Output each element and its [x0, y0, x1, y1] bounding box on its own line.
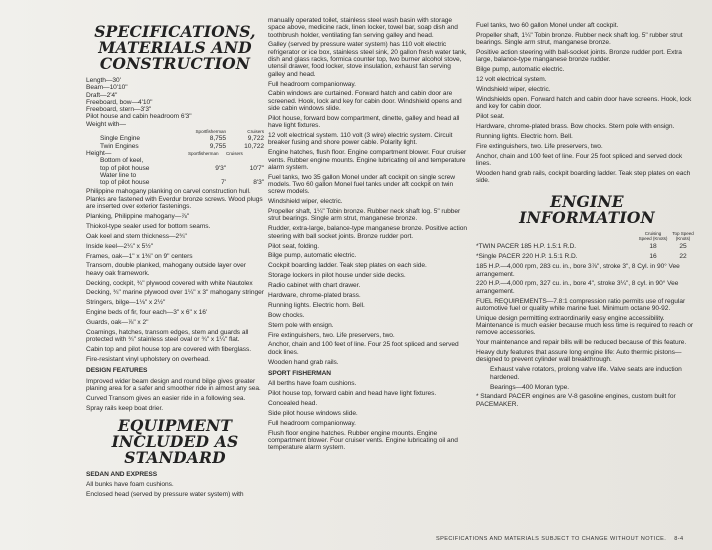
- equipment-paragraph: Engine hatches, flush floor. Engine compartment blower. Four cruiser vents. Rubber engine mounts. Engine lubricating oil and temperature alarm system.: [268, 149, 467, 171]
- equipment-paragraph: Galley (served by pressure water system) has 110 volt electric refrigerator or ice box, stainless steel sink, 20 gallon fresh water tank, dish and glass racks, formica counter top, two burner alcohol stove, utensil drawer, food locker, stove insulation, exhaust fan serving galley and head.: [268, 41, 467, 78]
- sedan-item: Enclosed head (served by pressure water system) with: [86, 491, 244, 499]
- sport-paragraph: Wooden hand grab rails, cockpit boarding ladder. Teak step plates on each side.: [476, 169, 691, 185]
- height-row-label: top of pilot house: [100, 179, 150, 187]
- height-cruiser-value: [226, 172, 264, 179]
- equipment-paragraph: Pilot house, forward bow compartment, dinette, galley and head all have light fixtures.: [268, 114, 460, 130]
- spec-paragraph: Cabin top and pilot house top are covered with fiberglass.: [86, 346, 251, 354]
- height-sport-value: 9'3": [215, 164, 226, 172]
- weight-sport-value: 9,755: [209, 142, 226, 150]
- dim-item: Pilot house and cabin headroom 6'3": [86, 113, 192, 121]
- sport-fisherman-heading: SPORT FISHERMAN: [268, 369, 331, 377]
- weight-col-cruiser: Cruisers: [247, 129, 264, 135]
- dimensions-list: [86, 77, 264, 128]
- height-table-header: [86, 150, 264, 157]
- engine-paragraph: Unique design permitting extraordinarily easy engine accessibility. Maintenance is much easier because much less time is required to reach or remove accessories.: [476, 314, 693, 337]
- weight-col-sport: Sportfisherman: [195, 129, 226, 135]
- height-row-label: Bottom of keel,: [100, 157, 144, 165]
- spec-paragraph: Fire-resistant vinyl upholstery on overhead.: [86, 356, 210, 364]
- column-engine: [476, 22, 698, 411]
- weight-row-label: Single Engine: [100, 135, 141, 143]
- sport-item: Pilot house top, forward cabin and head have light fixtures.: [268, 390, 437, 398]
- spec-paragraph: Decking, cockpit, ¾" plywood covered with white Nautolex: [86, 279, 253, 287]
- equipment-paragraph: Rudder, extra-large, balance-type manganese bronze. Positive action steering with ball socket joints. Bronze rudder port.: [268, 225, 467, 240]
- page-number: 8-4: [674, 536, 684, 542]
- height-sport-value: [188, 172, 226, 179]
- equipment-paragraph: Running lights. Electric horn. Bell.: [268, 301, 365, 309]
- weight-cruiser-value: 10,722: [244, 142, 264, 150]
- spec-paragraph: Thiokol-type sealer used for bottom seams.: [86, 222, 211, 230]
- sport-paragraph: Running lights. Electric horn. Bell.: [476, 132, 573, 140]
- engine-paragraph: 185 H.P.—4,000 rpm, 283 cu. in., bore 3⅞", stroke 3", 8 Cyl. in 90° Vee arrangement.: [476, 263, 680, 278]
- top-speed-value: 22: [679, 253, 687, 261]
- height-sport-value: 7': [221, 179, 226, 187]
- spec-paragraph: Coamings, hatches, transom edges, stem and guards all protected with ¾" stainless steel oval or ¾" x 1¼" flat.: [86, 329, 249, 344]
- dim-item: Freeboard, bow—4'10": [86, 98, 153, 106]
- weight-row: [86, 135, 264, 142]
- page-footer: [436, 536, 684, 542]
- sport-item: Side pilot house windows slide.: [268, 409, 358, 417]
- sport-paragraph: 12 volt electrical system.: [476, 76, 547, 84]
- spec-paragraph: Transom, double planked, mahogany outside layer over heavy oak framework.: [86, 262, 246, 277]
- sport-paragraph: Pilot seat.: [476, 113, 505, 121]
- footer-notice: SPECIFICATIONS AND MATERIALS SUBJECT TO CHANGE WITHOUT NOTICE.: [436, 536, 667, 542]
- spec-paragraph: Planking, Philippine mahogany—⅞": [86, 212, 190, 220]
- column-equipment: [268, 17, 468, 454]
- height-row: [86, 165, 264, 172]
- engine-paragraph: Your maintenance and repair bills will be reduced because of this feature.: [476, 339, 687, 347]
- equipment-paragraph: Radio cabinet with chart drawer.: [268, 282, 361, 290]
- cruising-speed-header: Cruising Speed (Knots): [638, 231, 668, 242]
- top-speed-value: 25: [679, 243, 687, 251]
- sedan-item: All bunks have foam cushions.: [86, 481, 174, 489]
- design-feature: Curved Transom gives an easier ride in a following sea.: [86, 394, 246, 402]
- equipment-paragraph: Bow chocks.: [268, 311, 305, 319]
- engine-row-label: *Single PACER 220 H.P. 1.5:1 R.D.: [476, 253, 578, 261]
- engine-paragraph: Heavy duty features that assure long engine life: Auto thermic pistons—designed to prevent cylinder wall breakthrough.: [476, 349, 682, 364]
- spec-paragraph: Stringers, bilge—1⅛" x 2½": [86, 299, 166, 307]
- equipment-paragraph: Full headroom companionway.: [268, 80, 356, 88]
- sport-paragraph: Hardware, chrome-plated brass. Bow chocks. Stern pole with ensign.: [476, 123, 675, 131]
- weight-row-label: Twin Engines: [100, 142, 139, 150]
- spec-paragraph: Philippine mahogany planking on carvel construction hull. Planks are fastened with Everdur bronze screws. Wood plugs are inserted over exterior fastenings.: [86, 188, 263, 211]
- design-feature: Spray rails keep boat drier.: [86, 404, 164, 412]
- sport-paragraph: Fuel tanks, two 60 gallon Monel under aft cockpit.: [476, 22, 619, 29]
- sport-paragraph: Fire extinguishers, two. Life preservers, two.: [476, 142, 603, 150]
- height-row: [86, 172, 264, 179]
- engine-row-label: *TWIN PACER 185 H.P. 1.5:1 R.D.: [476, 243, 577, 251]
- sport-paragraph: Windshields open. Forward hatch and cabin door have screens. Hook, lock and key for cabin door.: [476, 95, 692, 111]
- height-label: Height—: [86, 149, 112, 157]
- top-speed-header: Top Speed (Knots): [672, 231, 694, 242]
- dim-item: Draft—2'4": [86, 91, 118, 99]
- sport-item: Full headroom companionway.: [268, 419, 356, 427]
- column-specifications: [86, 24, 264, 501]
- specifications-title: SPECIFICATIONS, MATERIALS AND CONSTRUCTION: [94, 22, 256, 73]
- engine-table-header: [476, 231, 698, 241]
- sport-item: Flush floor engine hatches. Rubber engine mounts. Engine compartment blower. Four cruiser vents. Engine lubricating oil and temperature alarm system.: [268, 429, 458, 452]
- equipment-paragraph: Bilge pump, automatic electric.: [268, 252, 357, 260]
- equipment-paragraph: Storage lockers in pilot house under side decks.: [268, 272, 406, 280]
- equipment-paragraph: Anchor, chain and 100 feet of line. Four 25 foot spliced and served dock lines.: [268, 341, 459, 356]
- spec-paragraph: Guards, oak—⅞" x 2": [86, 319, 149, 327]
- weight-table-header: [86, 128, 264, 135]
- equipment-paragraph: Fire extinguishers, two. Life preservers, two.: [268, 331, 395, 339]
- spec-paragraph: Oak keel and stem thickness—2¾": [86, 232, 187, 240]
- sport-paragraph: Windshield wiper, electric.: [476, 86, 551, 94]
- height-row-label: Water line to: [100, 171, 137, 179]
- sport-paragraph: Propeller shaft, 1¼" Tobin bronze. Rubber neck shaft log. 5" rubber strut bearings. Single arm strut, manganese bronze.: [476, 31, 683, 47]
- engine-row: [476, 243, 698, 250]
- height-cruiser-value: [226, 157, 264, 164]
- weight-cruiser-value: 9,722: [247, 135, 264, 143]
- spec-paragraph: Frames, oak—1" x 1⅜" on 9" centers: [86, 252, 193, 260]
- design-feature: Improved wider beam design and round bilge gives greater planing area for a safer and smoother ride in almost any sea.: [86, 377, 261, 392]
- equipment-paragraph: 12 volt electrical system. 110 volt (3 wire) electric system. Circuit breaker fusing and shore power cable. Polarity light.: [268, 132, 453, 147]
- sport-paragraph: Positive action steering with ball-socket joints. Bronze rudder port. Extra large, balance-type manganese bronze rudder.: [476, 49, 682, 64]
- height-col-cruiser: Cruisers: [226, 150, 243, 156]
- sport-paragraph: Anchor, chain and 100 feet of line. Four 25 foot spliced and served dock lines.: [476, 152, 683, 167]
- cruising-speed-value: 16: [649, 253, 657, 261]
- sport-item: All berths have foam cushions.: [268, 380, 357, 388]
- height-row-label: top of pilot house: [100, 164, 150, 172]
- equipment-paragraph: Pilot seat, folding.: [268, 242, 320, 250]
- height-cruiser-value: 8'3": [253, 179, 264, 187]
- dim-item: Beam—10'10": [86, 84, 128, 92]
- cruising-speed-value: 18: [649, 243, 657, 251]
- height-cruiser-value: 10'7": [249, 164, 264, 172]
- dim-item: Weight with—: [86, 120, 126, 128]
- equipment-paragraph: Cabin windows are curtained. Forward hatch and cabin door are screened. Hook, lock and key for cabin door. Windshield opens and side cabin windows slide.: [268, 90, 462, 113]
- engine-paragraph: FUEL REQUIREMENTS—7.8:1 compression ratio permits use of regular automotive fuel or quality white marine fuel. Minimum octane 90-92.: [476, 297, 686, 312]
- engine-paragraph: 220 H.P.—4,000 rpm, 327 cu. in., bore 4", stroke 3¼", 8 cyl. in 90° Vee arrangement.: [476, 280, 679, 295]
- equipment-paragraph: Stern pole with ensign.: [268, 321, 334, 329]
- height-row: [86, 179, 264, 186]
- sport-item: Concealed head.: [268, 400, 318, 408]
- equipment-paragraph: Hardware, chrome-plated brass.: [268, 292, 361, 299]
- spec-paragraph: Decking, ¾" marine plywood over 1¼" x 3" mahogany stringer: [86, 289, 264, 297]
- equipment-title: EQUIPMENT INCLUDED AS STANDARD: [111, 416, 239, 468]
- spec-paragraph: Engine beds of fir, four each—3" x 6" x 16': [86, 309, 208, 317]
- design-features-heading: DESIGN FEATURES: [86, 367, 148, 375]
- engine-row: [476, 253, 698, 260]
- spec-paragraph: Inside keel—2¼" x 5½": [86, 242, 154, 250]
- dim-item: Freeboard, stern—3'3": [86, 106, 152, 114]
- equipment-paragraph: Windshield wiper, electric.: [268, 198, 343, 206]
- sport-paragraph: Bilge pump, automatic electric.: [476, 66, 565, 74]
- engine-paragraph: * Standard PACER engines are V-8 gasoline engines, custom built for PACEMAKER.: [476, 393, 676, 408]
- equipment-paragraph: Fuel tanks, two 35 gallon Monel under aft cockpit on single screw models. Two 60 gallon Monel fuel tanks under aft cockpit on twin screw models.: [268, 173, 455, 196]
- height-row: [86, 157, 264, 164]
- height-col-sport: Sportfisherman: [188, 150, 219, 156]
- weight-row: [86, 143, 264, 150]
- equipment-paragraph: manually operated toilet, stainless steel wash basin with storage space above, medicine rack, linen locker, towel bar, soap dish and toothbrush holder, ventilating fan serving galley and head.: [268, 17, 458, 39]
- engine-paragraph: Bearings—400 Moran type.: [490, 383, 570, 391]
- equipment-paragraph: Wooden hand grab rails.: [268, 358, 339, 366]
- equipment-paragraph: Cockpit boarding ladder. Teak step plates on each side.: [268, 262, 427, 270]
- height-sport-value: [188, 157, 226, 164]
- engine-speed-table: [476, 231, 698, 260]
- weight-sport-value: 8,755: [209, 135, 226, 143]
- sedan-express-heading: SEDAN AND EXPRESS: [86, 471, 158, 479]
- engine-paragraph: Exhaust valve rotators, prolong valve life. Valve seats are induction hardened.: [490, 366, 682, 381]
- dim-item: Length—30': [86, 77, 121, 84]
- equipment-paragraph: Propeller shaft, 1¼" Tobin bronze. Rubber neck shaft log. 5" rubber strut bearings. Single arm strut, manganese bronze.: [268, 208, 461, 223]
- engine-title: ENGINE INFORMATION: [519, 192, 655, 228]
